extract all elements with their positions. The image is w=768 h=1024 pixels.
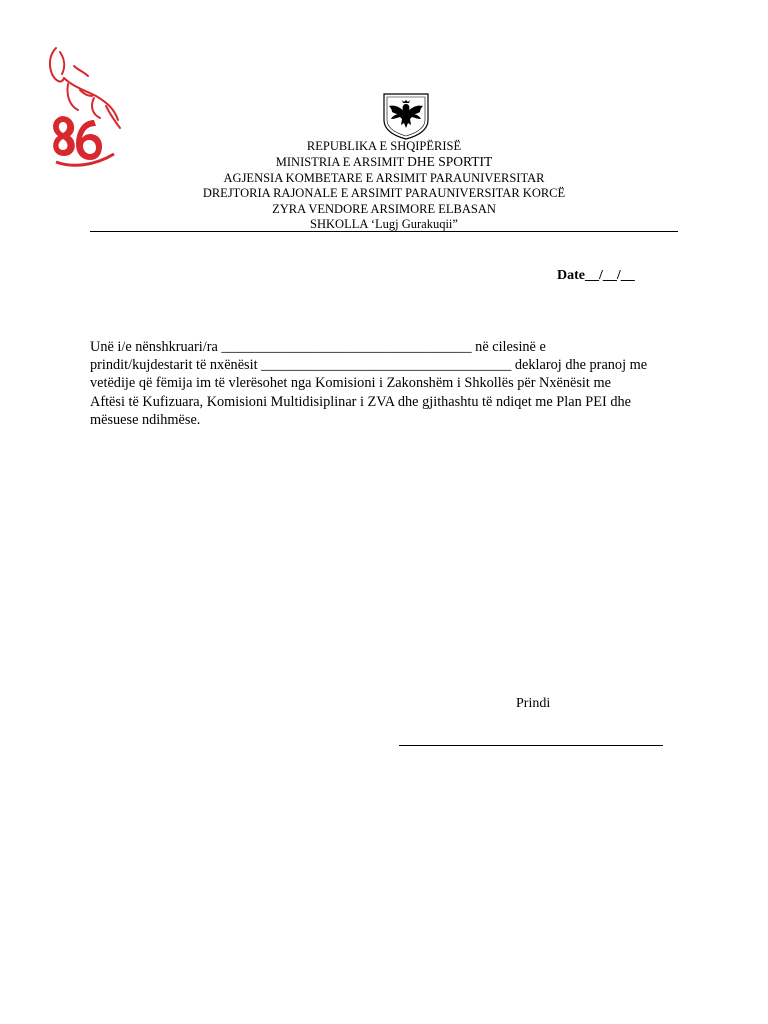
signature-line xyxy=(399,745,663,746)
header-republic: REPUBLIKA E SHQIPËRISË xyxy=(306,139,462,153)
header-divider xyxy=(90,231,678,232)
declaration-line: Aftësi të Kufizuara, Komisioni Multidisiplinar i ZVA dhe gjithashtu të ndiqet me Plan PEI dhe xyxy=(90,393,631,410)
header-agency: AGJENSIA KOMBETARE E ARSIMIT PARAUNIVERSITAR xyxy=(223,170,545,185)
declaration-line: prindit/kujdestarit të nxënësit ___________________________________ deklaroj dhe pranoj me xyxy=(90,357,648,374)
header-ministry-part-a: MINISTRIA E ARSIMIT xyxy=(275,155,408,170)
header-ministry-part-b: DHE SPORTIT xyxy=(407,154,493,170)
declaration-line: Unë i/e nënshkruari/ra ___________________________________ në cilesinë e xyxy=(90,339,546,355)
header-ministry xyxy=(90,154,678,170)
declaration-text xyxy=(90,338,680,429)
declaration-line: vetëdije që fëmija im të vlerësohet nga Komisioni i Zakonshëm i Shkollës për Nxënësit me xyxy=(90,375,611,392)
header-office: ZYRA VENDORE ARSIMORE ELBASAN xyxy=(272,201,496,216)
date-field: Date__/__/__ xyxy=(557,268,635,283)
declaration-line: mësuese ndihmëse. xyxy=(90,411,201,428)
albanian-eagle-emblem-icon xyxy=(380,92,432,140)
institution-header xyxy=(90,139,678,232)
header-directorate: DREJTORIA RAJONALE E ARSIMIT PARAUNIVERSITAR KORCË xyxy=(202,186,566,201)
state-emblem xyxy=(380,92,432,140)
signer-role-label: Prindi xyxy=(516,696,551,711)
header-school: SHKOLLA ‘Lugj Gurakuqii” xyxy=(310,217,458,232)
